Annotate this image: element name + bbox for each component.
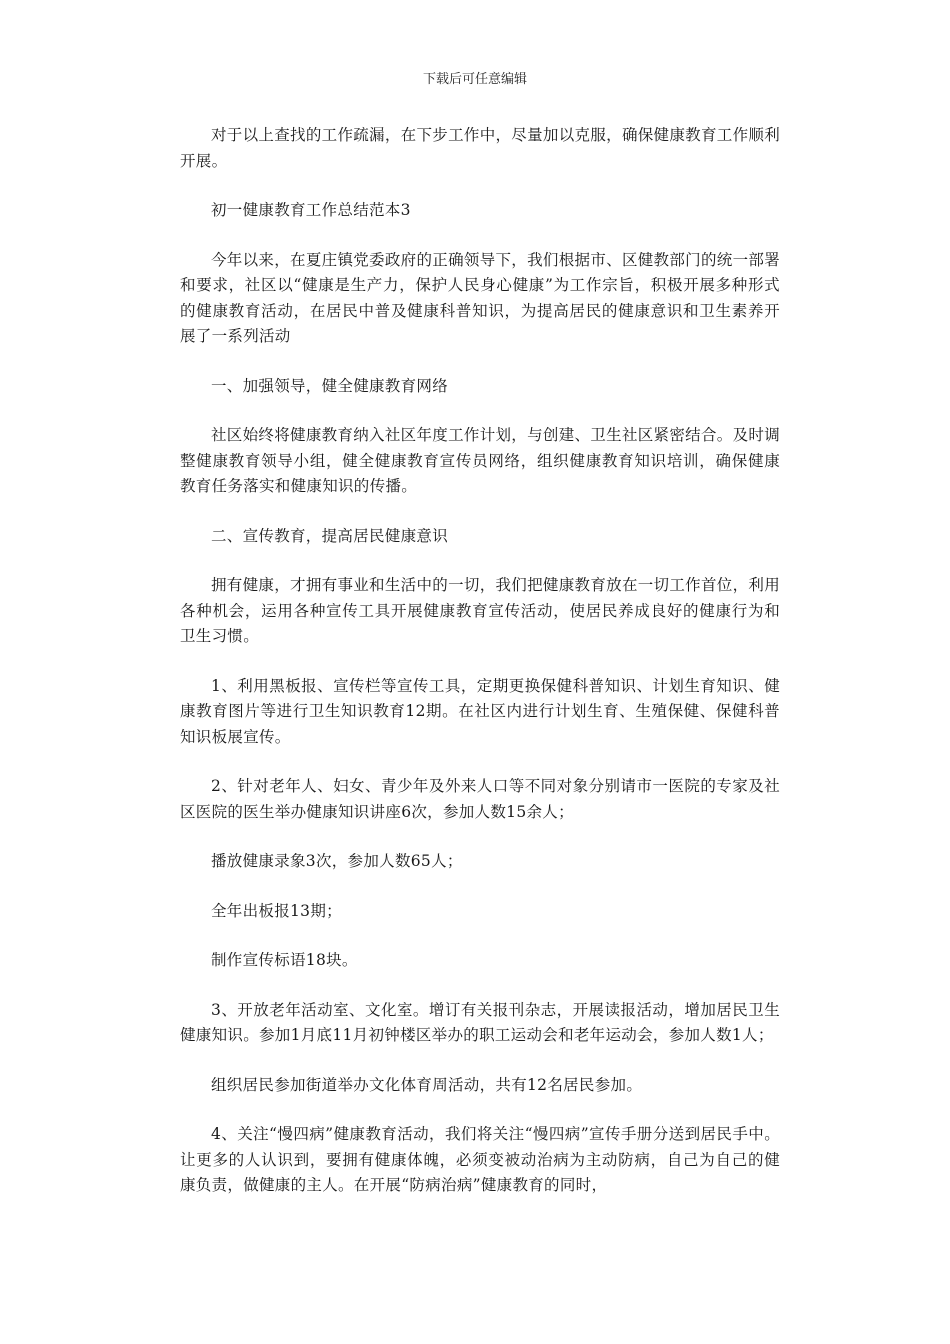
paragraph: 播放健康录象3次，参加人数65人； xyxy=(211,852,463,870)
section-heading: 二、宣传教育，提高居民健康意识 xyxy=(211,526,449,545)
paragraph: 社区始终将健康教育纳入社区年度工作计划，与创建、卫生社区紧密结合。及时调整健康教育领导小组，健全健康教育宣传员网络，组织健康教育知识培训，确保健康教育任务落实和健康知识的传播。 xyxy=(180,426,780,495)
page-header: 下载后可任意编辑 xyxy=(422,72,527,87)
list-item: 3、开放老年活动室、文化室。增订有关报刊杂志，开展读报活动，增加居民卫生健康知识。参加1月底11月初钟楼区举办的职工运动会和老年运动会，参加人数1人； xyxy=(180,1000,780,1044)
paragraph: 制作宣传标语18块。 xyxy=(211,951,358,969)
paragraph: 今年以来，在夏庄镇党委政府的正确领导下，我们根据市、区健教部门的统一部署和要求，社区以“健康是生产力，保护人民身心健康”为工作宗旨，积极开展多种形式的健康教育活动，在居民中普及健康科普知识，为提高居民的健康意识和卫生素养开展了一系列活动 xyxy=(180,250,780,345)
paragraph: 组织居民参加街道举办文化体育周活动，共有12名居民参加。 xyxy=(211,1075,643,1094)
paragraph: 对于以上查找的工作疏漏，在下步工作中，尽量加以克服，确保健康教育工作顺利开展。 xyxy=(180,126,780,170)
list-item: 4、关注“慢四病”健康教育活动，我们将关注“慢四病”宣传手册分送到居民手中。让更多的人认识到，要拥有健康体魄，必须变被动治病为主动防病，自己为自己的健康负责，做健康的主人。在开展“防病治病”健康教育的同时， xyxy=(180,1125,780,1194)
list-item: 2、针对老年人、妇女、青少年及外来人口等不同对象分别请市一医院的专家及社区医院的医生举办健康知识讲座6次，参加人数15余人； xyxy=(180,777,780,821)
section-heading: 一、加强领导，健全健康教育网络 xyxy=(211,376,449,395)
paragraph: 全年出板报13期； xyxy=(211,901,342,920)
document-body xyxy=(180,123,780,1223)
list-item: 1、利用黑板报、宣传栏等宣传工具，定期更换保健科普知识、计划生育知识、健康教育图片等进行卫生知识教育12期。在社区内进行计划生育、生殖保健、保健科普知识板展宣传。 xyxy=(180,676,780,746)
paragraph: 拥有健康，才拥有事业和生活中的一切，我们把健康教育放在一切工作首位，利用各种机会，运用各种宣传工具开展健康教育宣传活动，使居民养成良好的健康行为和卫生习惯。 xyxy=(180,576,780,645)
section-title: 初一健康教育工作总结范本3 xyxy=(211,201,411,219)
